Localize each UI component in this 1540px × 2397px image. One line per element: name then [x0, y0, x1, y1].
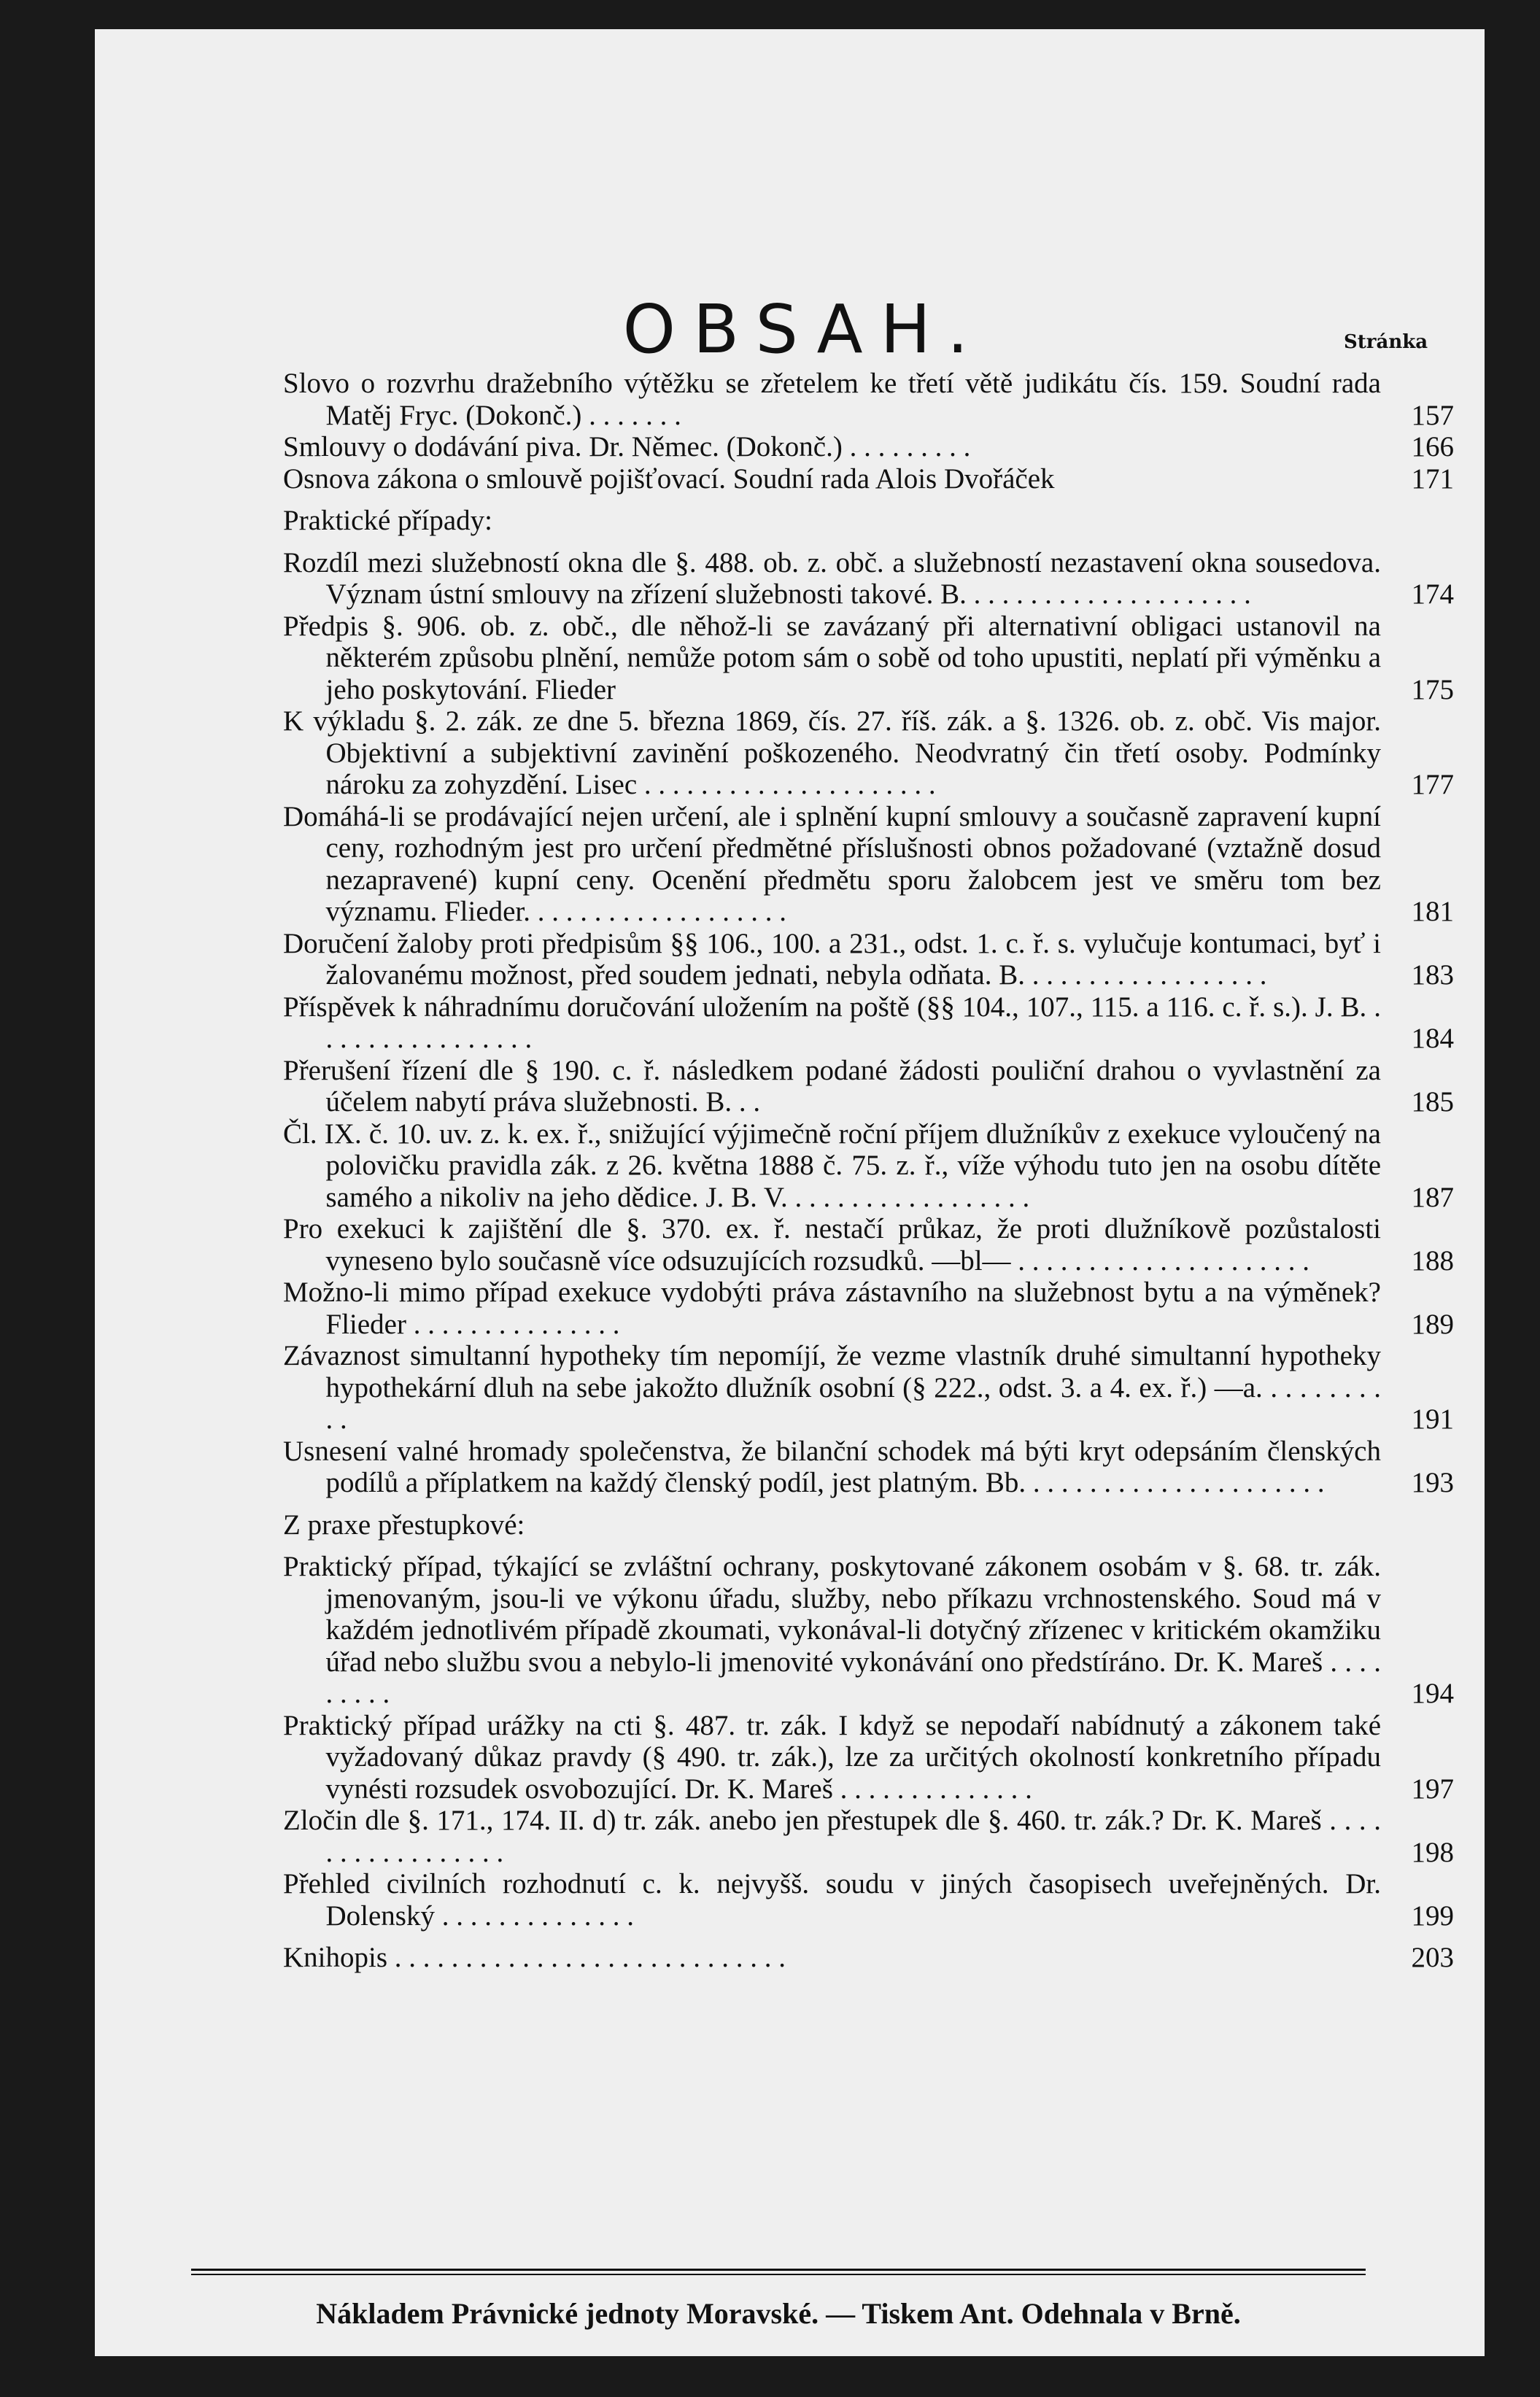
toc-entry: Přehled civilních rozhodnutí c. k. nejvyšš. soudu v jiných časopisech uveřejněných. Dr. Dolenský . . . . . . . . . . . . . . 199 [283, 1868, 1454, 1932]
footer-rule [191, 2274, 1366, 2275]
toc-entry: Usnesení valné hromady společenstva, že bilanční schodek má býti kryt odepsáním členských podílů a příplatkem na každý členský podíl, jest platným. Bb. . . . . . . . . . . . . . . . . . . . . . 193 [283, 1435, 1454, 1498]
toc-entry: Rozdíl mezi služebností okna dle §. 488. ob. z. obč. a služebností nezastavení okna sousedova. Význam ústní smlouvy na zřízení služebnosti takové. B. . . . . . . . . . . . . . . . . . . . . 174 [283, 546, 1454, 610]
toc-entry: Osnova zákona o smlouvě pojišťovací. Soudní rada Alois Dvořáček 171 [283, 462, 1454, 495]
toc-entry: Praktický případ urážky na cti §. 487. tr. zák. I když se nepodaří nabídnutý a zákonem také vyžadovaný důkaz pravdy (§ 490. tr. zák.), lze za určitých okolností konkretního případu vynésti rozsudek osvobozující. Dr. K. Mareš . . . . . . . . . . . . . . 197 [283, 1709, 1454, 1805]
imprint-footer: Nákladem Právnické jednoty Moravské. — Tiskem Ant. Odehnala v Brně. [316, 2297, 1241, 2330]
toc-entry: Domáhá-li se prodávající nejen určení, ale i splnění kupní smlouvy a současně zapravení kupní ceny, rozhodným jest pro určení předmětné příslušnosti obnos požadované (vztažně dosud nezapravené) kupní ceny. Ocenění předmětu sporu žalobcem jest ve směru tom bez významu. Flieder. . . . . . . . . . . . . . . . . . . 181 [283, 800, 1454, 927]
toc-entry: Zločin dle §. 171., 174. II. d) tr. zák. anebo jen přestupek dle §. 460. tr. zák.? Dr. K. Mareš . . . . . . . . . . . . . . . . . 198 [283, 1805, 1454, 1868]
section-heading: Praktické případy: [283, 505, 492, 536]
page-title: OBSAH. [622, 290, 986, 368]
toc-entry: Pro exekuci k zajištění dle §. 370. ex. ř. nestačí průkaz, že proti dlužníkově pozůstalosti vyneseno bylo současně více odsuzujících rozsudků. —bl— . . . . . . . . . . . . . . . . . . . . . 188 [283, 1213, 1454, 1277]
toc-entry: Přerušení řízení dle § 190. c. ř. následkem podané žádosti pouliční drahou o vyvlastnění za účelem nabytí práva služebnosti. B. . . 185 [283, 1054, 1454, 1118]
toc-entry: Příspěvek k náhradnímu doručování uložením na poště (§§ 104., 107., 115. a 116. c. ř. s.). J. B. . . . . . . . . . . . . . . . . 184 [283, 991, 1454, 1054]
toc-entry: Předpis §. 906. ob. z. obč., dle něhož-li se zavázaný při alternativní obligaci ustanovil na některém způsobu plnění, nemůže potom sám o sobě od toho upustiti, neplatí při výměnku a jeho poskytování. Flieder 175 [283, 610, 1454, 705]
footer-rule [191, 2269, 1366, 2271]
toc-entry: Závaznost simultanní hypotheky tím nepomíjí, že vezme vlastník druhé simultanní hypotheky hypothekární dluh na sebe jakožto dlužník osobní (§ 222., odst. 3. a 4. ex. ř.) —a. . . . . . . . . . . 191 [283, 1340, 1454, 1435]
document-page [95, 29, 1485, 2356]
toc-entry: Smlouvy o dodávání piva. Dr. Němec. (Dokonč.) . . . . . . . . . 166 [283, 431, 1454, 462]
page-column-label: Stránka [1344, 331, 1428, 353]
toc-entry: Knihopis . . . . . . . . . . . . . . . . . . . . . . . . . . . . 203 [283, 1942, 1454, 1973]
toc-entry: Praktický případ, týkající se zvláštní ochrany, poskytované zákonem osobám v §. 68. tr. zák. jmenovaným, jsou-li ve výkonu úřadu, služby, nebo příkazu vrchnostenského. Soud má v každém jednotlivém případě zkoumati, vykonával-li dotyčný zřízenec v kritickém okamžiku úřad nebo službu svou a nebylo-li jmenovité vykonávání ono předstíráno. Dr. K. Mareš . . . . . . . . . 194 [283, 1551, 1454, 1709]
toc-entry: Čl. IX. č. 10. uv. z. k. ex. ř., snižující výjimečně roční příjem dlužníkův z exekuce vyloučený na polovičku pravidla zák. z 26. května 1888 č. 75. z. ř., víže výhodu tuto jen na osobu dítěte samého a nikoliv na jeho dědice. J. B. V. . . . . . . . . . . . . . . . . . 187 [283, 1118, 1454, 1213]
toc-entry: Slovo o rozvrhu dražebního výtěžku se zřetelem ke třetí větě judikátu čís. 159. Soudní rada Matěj Fryc. (Dokonč.) . . . . . . . 157 [283, 368, 1454, 431]
section-heading: Z praxe přestupkové: [283, 1509, 525, 1541]
toc-entry: K výkladu §. 2. zák. ze dne 5. března 1869, čís. 27. říš. zák. a §. 1326. ob. z. obč. Vis major. Objektivní a subjektivní zavinění poškozeného. Neodvratný čin třetí osoby. Podmínky nároku za zohyzdění. Lisec . . . . . . . . . . . . . . . . . . . . . 177 [283, 705, 1454, 800]
toc-entry: Doručení žaloby proti předpisům §§ 106., 100. a 231., odst. 1. c. ř. s. vylučuje kontumaci, byť i žalovanému možnost, před soudem jednati, nebyla odňata. B. . . . . . . . . . . . . . . . . . 183 [283, 927, 1454, 991]
table-of-contents [283, 368, 1454, 1974]
toc-entry: Možno-li mimo případ exekuce vydobýti práva zástavního na služebnost bytu a na výměnek? Flieder . . . . . . . . . . . . . . . 189 [283, 1277, 1454, 1340]
